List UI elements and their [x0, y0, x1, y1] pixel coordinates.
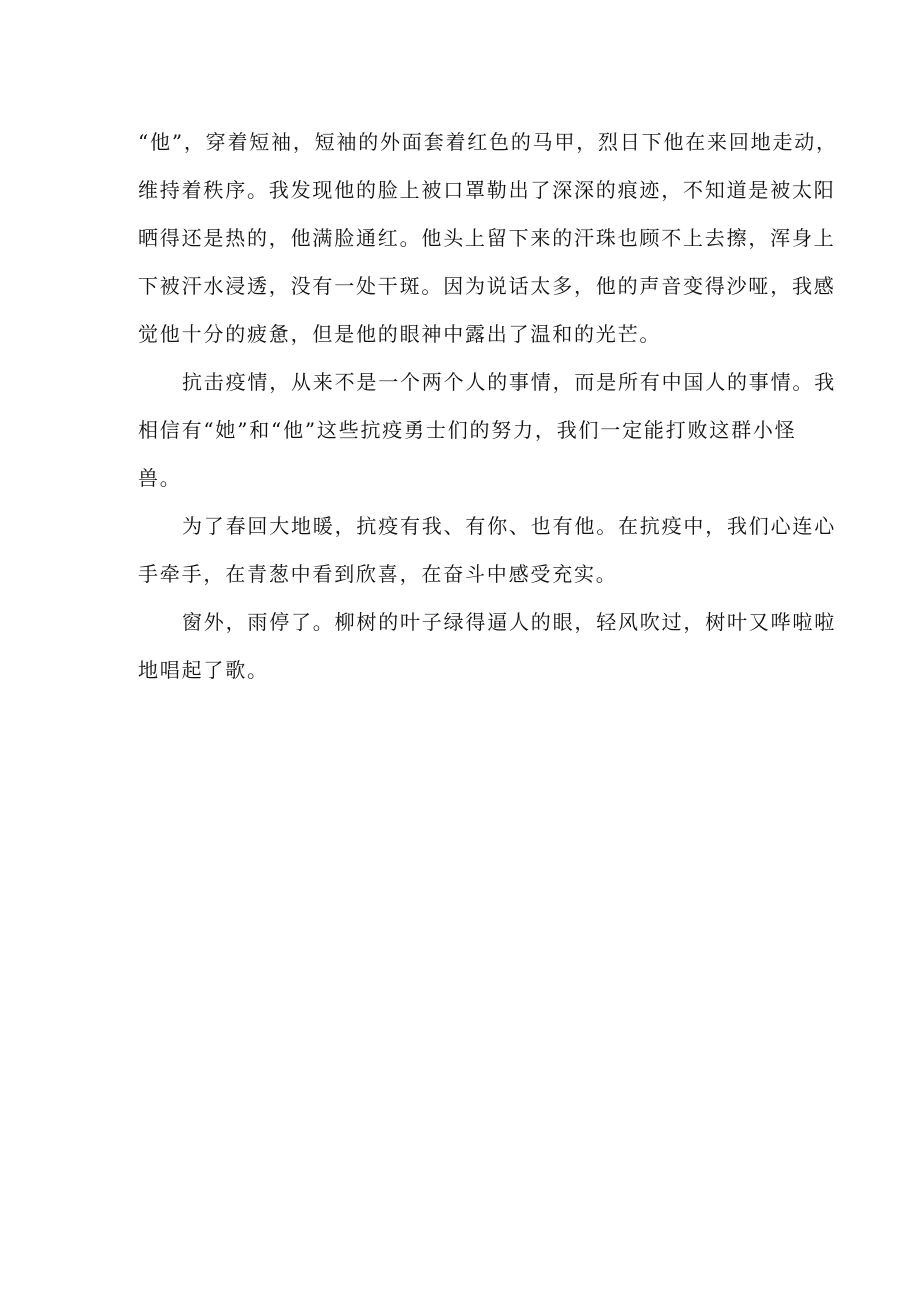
text-line: “他”，穿着短袖，短袖的外面套着红色的马甲，烈日下他在来回地走动，	[138, 130, 838, 154]
text-line: 地唱起了歌。	[138, 658, 269, 682]
text-line: 为了春回大地暖，抗疫有我、有你、也有他。在抗疫中，我们心连心	[182, 514, 836, 538]
text-line: 兽。	[138, 466, 182, 490]
paragraph-3	[138, 508, 836, 604]
text-line: 下被汗水浸透，没有一处干斑。因为说话太多，他的声音变得沙哑，我感	[138, 274, 836, 298]
text-line: 觉他十分的疲惫，但是他的眼神中露出了温和的光芒。	[138, 322, 662, 346]
text-line: 抗击疫情，从来不是一个两个人的事情，而是所有中国人的事情。我	[182, 370, 836, 394]
paragraph-2	[138, 364, 836, 508]
text-line: 手牵手，在青葱中看到欣喜，在奋斗中感受充实。	[138, 562, 618, 586]
paragraph-4	[138, 604, 836, 700]
text-line: 窗外，雨停了。柳树的叶子绿得逼人的眼，轻风吹过，树叶又哗啦啦	[182, 610, 836, 634]
document-body	[138, 124, 838, 700]
text-line: 维持着秩序。我发现他的脸上被口罩勒出了深深的痕迹，不知道是被太阳	[138, 178, 836, 202]
text-line: 相信有“她”和“他”这些抗疫勇士们的努力，我们一定能打败这群小怪	[138, 418, 797, 442]
paragraph-1	[138, 124, 838, 364]
text-line: 晒得还是热的，他满脸通红。他头上留下来的汗珠也顾不上去擦，浑身上	[138, 226, 836, 250]
